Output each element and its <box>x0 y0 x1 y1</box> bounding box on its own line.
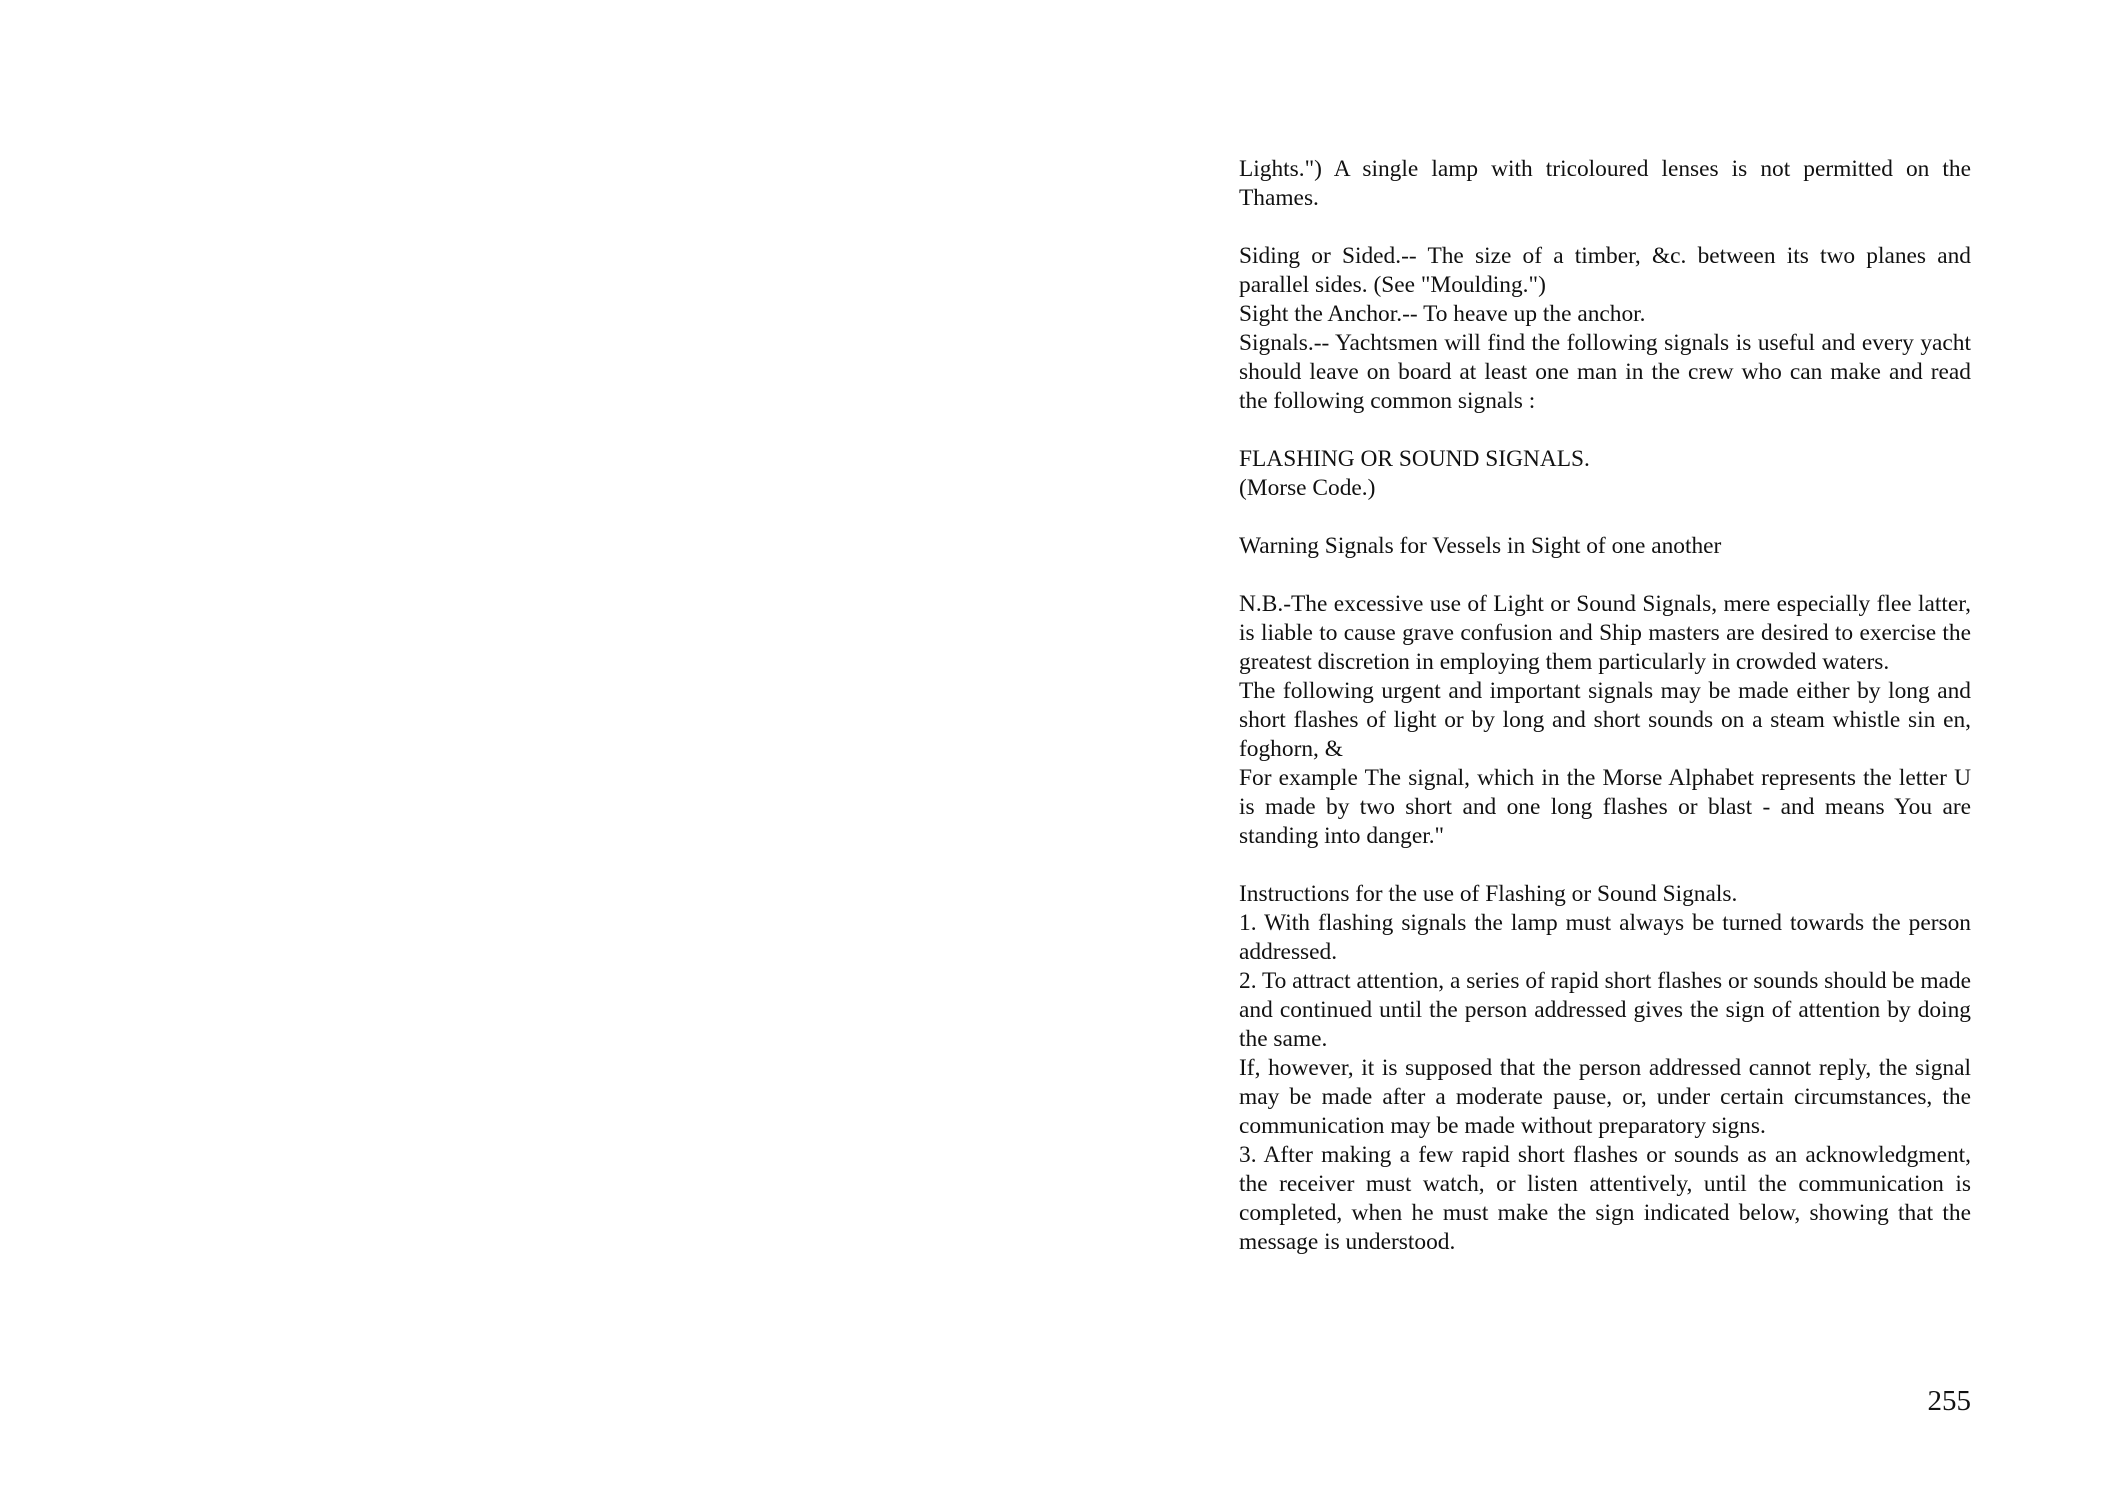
paragraph: The following urgent and important signals may be made either by long and short flashes of light or by long and short sounds on a steam whistle sin en, foghorn, & <box>1239 678 1971 762</box>
paragraph-gap <box>1239 213 1971 242</box>
paragraph: For example The signal, which in the Morse Alphabet represents the letter U is made by two short and one long flashes or blast - and means You are standing into danger." <box>1239 765 1971 849</box>
paragraph: Siding or Sided.-- The size of a timber, &c. between its two planes and parallel sides. (See "Moulding.") <box>1239 243 1971 298</box>
paragraph-gap <box>1239 561 1971 590</box>
paragraph-gap <box>1239 851 1971 880</box>
page-number: 255 <box>1927 1385 1971 1417</box>
paragraph: Signals.-- Yachtsmen will find the following signals is useful and every yacht should leave on board at least one man in the crew who can make and read the following common signals : <box>1239 330 1971 414</box>
text-column <box>1239 155 1971 1257</box>
paragraph-gap <box>1239 503 1971 532</box>
paragraph: Lights.") A single lamp with tricoloured lenses is not permitted on the Thames. <box>1239 156 1971 211</box>
section-heading: FLASHING OR SOUND SIGNALS. <box>1239 446 1590 472</box>
paragraph: 3. After making a few rapid short flashes or sounds as an acknowledgment, the receiver must watch, or listen attentively, until the communication is completed, when he must make the sign indicated below, showing that the message is understood. <box>1239 1142 1971 1255</box>
section-subheading: (Morse Code.) <box>1239 475 1376 501</box>
paragraph: N.B.-The excessive use of Light or Sound Signals, mere especially flee latter, is liable to cause grave confusion and Ship masters are desired to exercise the greatest discretion in employing them particularly in crowded waters. <box>1239 591 1971 675</box>
paragraph: Sight the Anchor.-- To heave up the anchor. <box>1239 301 1646 327</box>
paragraph-gap <box>1239 416 1971 445</box>
paragraph: Instructions for the use of Flashing or Sound Signals. <box>1239 881 1738 907</box>
paragraph: 1. With flashing signals the lamp must always be turned towards the person addressed. <box>1239 910 1971 965</box>
paragraph: 2. To attract attention, a series of rapid short flashes or sounds should be made and continued until the person addressed gives the sign of attention by doing the same. <box>1239 968 1971 1052</box>
paragraph: Warning Signals for Vessels in Sight of one another <box>1239 533 1722 559</box>
paragraph: If, however, it is supposed that the person addressed cannot reply, the signal may be made after a moderate pause, or, under certain circumstances, the communication may be made without preparatory signs. <box>1239 1055 1971 1139</box>
